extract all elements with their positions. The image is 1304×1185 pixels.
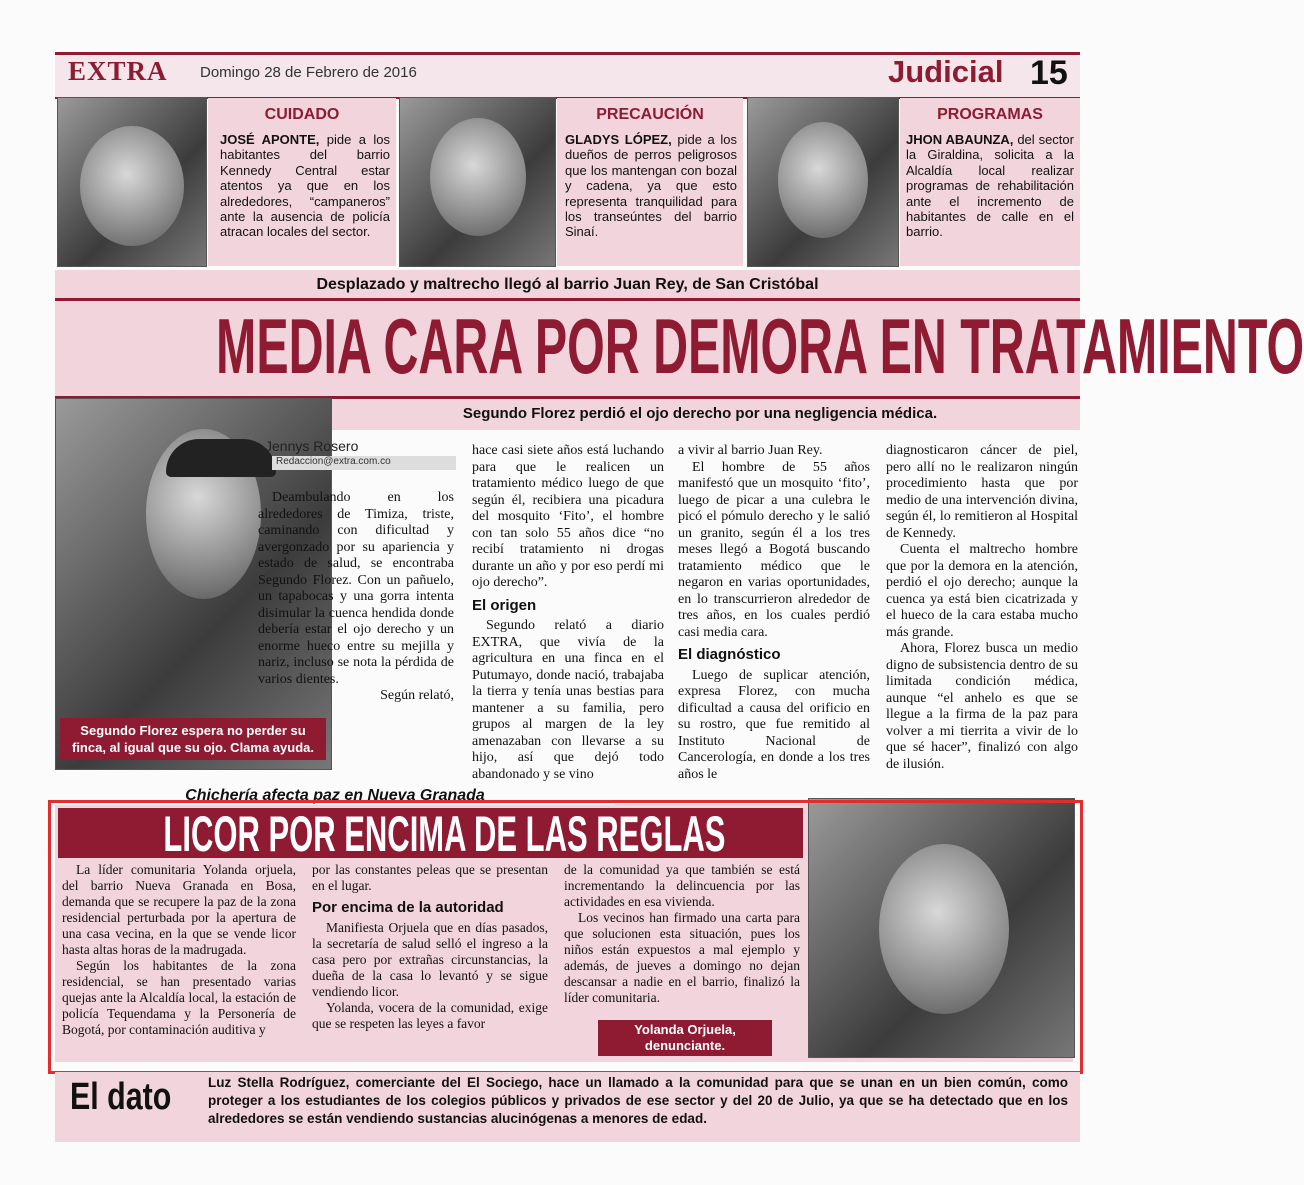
voxpop-label: CUIDADO <box>264 106 340 123</box>
paragraph: Luego de suplicar atención, expresa Florez, con mucha dificultad a causa del orificio en su rostro, que fue remitido al Instituto Nacional de Cancerología, en donde a los tres años le <box>678 667 870 782</box>
paragraph: Segundo relató a diario EXTRA, que vivía de la agricultura en una finca en el Putumayo, donde nació, trabajaba la tierra y tenía unas bestias para mantener a su familia, pero grupos al margen de la ley amenazaban con llevarse a su hijo, así que dejó todo abandonado y se vino <box>472 618 664 782</box>
paragraph: Manifiesta Orjuela que en días pasados, la secretaría de salud selló el ingreso a la casa pero por extrañas circunstancias, la dueña de la casa lo levantó y se sigue vendiendo licor. <box>312 920 548 999</box>
voxpop-name: JOSÉ APONTE, <box>220 132 320 147</box>
voxpop-photo-1 <box>57 97 207 267</box>
issue-date: Domingo 28 de Febrero de 2016 <box>200 64 417 81</box>
voxpop-label: PROGRAMAS <box>937 106 1043 123</box>
el-dato-text: Luz Stella Rodríguez, comerciante del El Sociego, hace un llamado a la comunidad para que se unan en un bien común, como proteger a los estudiantes de los colegios públicos y privados de ese sector y del 20 de Julio, ya que se ha detectado que en los alrededores se están vendiendo sustancias alucinógenas a menores de edad. <box>208 1075 1068 1126</box>
paragraph: Deambulando en los alrededores de Timiza, triste, caminando con dificultad y avergonzado por su apariencia y estado de salud, se encontraba Segundo Florez. Con un pañuelo, un tapabocas y una gorra intenta disimular la cuenca hendida donde debería estar el ojo derecho y un enorme hueco entre su mejilla y nariz, incluso se nota la pérdida de varios dientes. <box>258 490 454 687</box>
second-headline: LICOR POR ENCIMA DE LAS REGLAS <box>163 806 726 862</box>
main-headline: MEDIA CARA POR DEMORA EN TRATAMIENTO <box>216 302 1304 390</box>
second-kicker: Chichería afecta paz en Nueva Granada <box>55 787 615 805</box>
voxpop-body: del sector la Giraldina, solicita a la Alcaldía local realizar programas de rehabilitación ante el incremento de habitantes de calle en el barrio. <box>906 132 1074 240</box>
page-number: 15 <box>1030 54 1068 92</box>
paragraph: por las constantes peleas que se presentan en el lugar. <box>312 862 548 893</box>
voxpop-label: PRECAUCIÓN <box>596 106 704 123</box>
main-col-2 <box>472 443 664 783</box>
voxpop-text <box>906 132 1074 240</box>
main-col-4 <box>886 443 1078 773</box>
el-dato-label: El dato <box>70 1076 172 1118</box>
paragraph: Los vecinos han firmado una carta para que solucionen esta situación, pues los niños están expuestos a mal ejemplo y además, de jueves a domingo no dejan descansar a nadie en el barrio, finalizó la líder comunitaria. <box>564 910 800 1005</box>
voxpop-body: pide a los habitantes del barrio Kennedy Central estar atentos ya que en los alrededores, “campaneros” ante la ausencia de policía atracan locales del sector. <box>220 132 390 240</box>
main-col-1 <box>258 490 454 705</box>
paragraph: hace casi siete años está luchando para que le realicen un tratamiento médico luego de que según él, recibiera una picadura del mosquito ‘Fito’, el hombre con tan solo 55 años dice “no recibí tratamiento ni drogas durante un año y por eso perdí mi ojo derecho”. <box>472 443 664 590</box>
voxpop-box-1 <box>208 98 396 266</box>
main-col-3 <box>678 443 870 783</box>
byline-email: Redaccion@extra.com.co <box>272 456 456 470</box>
main-photo-caption: Segundo Florez espera no perder su finca, al igual que su ojo. Clama ayuda. <box>60 718 326 760</box>
paragraph: Según relató, <box>380 688 454 703</box>
voxpop-name: JHON ABAUNZA, <box>906 132 1014 147</box>
paragraph: Cuenta el maltrecho hombre que por la demora en la atención, perdió el ojo derecho; aunque la cuenca ya está bien cicatrizada y el hueco de la cara estaba mucho más grande. <box>886 542 1078 640</box>
main-deck: Segundo Florez perdió el ojo derecho por una negligencia médica. <box>462 405 938 422</box>
caption-line: denunciante. <box>644 1038 726 1053</box>
paragraph: Según los habitantes de la zona residencial, se han presentado varias quejas ante la Alcaldía local, la estación de policía Tequendama y la Personería de Bogotá, por contaminación auditiva y <box>62 958 296 1037</box>
main-kicker: Desplazado y maltrecho llegó al barrio Juan Rey, de San Cristóbal <box>316 276 819 293</box>
newspaper-logo: EXTRA <box>68 56 168 86</box>
voxpop-photo-2 <box>399 97 556 267</box>
paragraph: Ahora, Florez busca un medio digno de subsistencia dentro de su limitada condición médica, aunque “el anhelo es que se llegue a la firma de la paz para volver a mi tierrita a vivir de lo que sé hacer”, finalizó con algo de ilusión. <box>886 641 1078 772</box>
voxpop-name: GLADYS LÓPEZ, <box>565 132 672 147</box>
paragraph: de la comunidad ya que también se está incrementando la delincuencia por las actividades en esa vivienda. <box>564 862 800 909</box>
paragraph: El hombre de 55 años manifestó que un mosquito ‘fito’, luego de picar a una culebra le picó el pómulo derecho y le salió un granito, según él a los tres meses llegó a Bogotá buscando tratamiento médico que le negaron en varias oportunidades, en lo transcurrieron alrededor de tres años, en los cuales perdió casi media cara. <box>678 459 870 640</box>
paragraph: diagnosticaron cáncer de piel, pero allí no le realizaron ningún procedimiento hasta que por medio de una intervención divina, según él, lo remitieron al Hospital de Kennedy. <box>886 443 1078 541</box>
voxpop-box-3 <box>900 98 1080 266</box>
paragraph: Yolanda, vocera de la comunidad, exige que se respeten las leyes a favor <box>312 1000 548 1031</box>
section-name: Judicial <box>888 54 1004 89</box>
voxpop-photo-3 <box>747 97 899 267</box>
voxpop-body: pide a los dueños de perros peligrosos que los mantengan con bozal y cadena, ya que esto representa tranquilidad para los transeúntes del barrio Sinaí. <box>565 132 737 240</box>
paragraph: La líder comunitaria Yolanda orjuela, del barrio Nueva Granada en Bosa, demanda que se recupere la paz de la zona residencial perturbada por la apertura de una casa vecina, en la que se vende licor hasta altas horas de la madrugada. <box>62 862 296 957</box>
voxpop-text <box>565 132 737 240</box>
subheading: El origen <box>472 596 537 614</box>
cap-shape <box>166 439 276 477</box>
paragraph: a vivir al barrio Juan Rey. <box>678 443 823 458</box>
caption-line: Yolanda Orjuela, <box>634 1022 736 1037</box>
byline: Jennys Rosero <box>265 438 359 454</box>
voxpop-box-2 <box>557 98 743 266</box>
highlight-box <box>48 800 1083 1074</box>
voxpop-text <box>220 132 390 240</box>
subheading: Por encima de la autoridad <box>312 899 504 916</box>
subheading: El diagnóstico <box>678 646 781 663</box>
